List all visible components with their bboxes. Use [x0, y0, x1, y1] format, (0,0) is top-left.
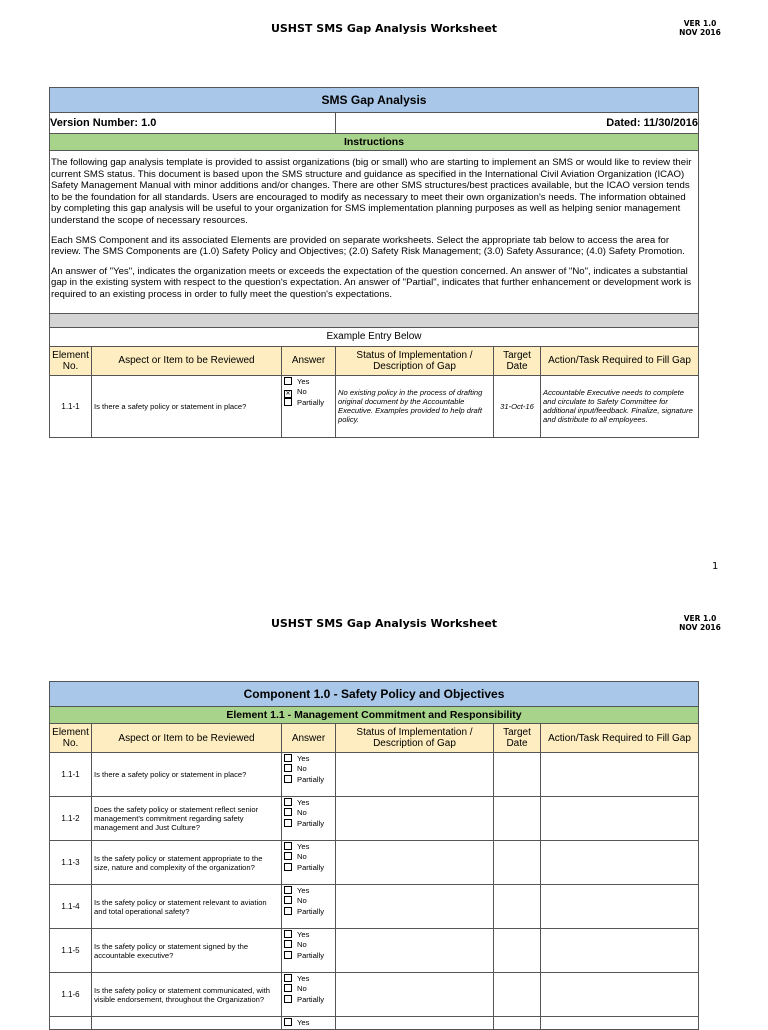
- element-no-cell: 1.1-4: [50, 885, 92, 929]
- checkbox-icon[interactable]: [284, 863, 292, 871]
- instructions-paragraph: Each SMS Component and its associated Elements are provided on separate worksheets. Select the appropriate tab below to access the area for review. The SMS Components are (1.0) Safety Policy and Objectives; (2.0) Safety Risk Management; (3.0) Safety Assurance; (4.0) Safety Promotion.: [51, 234, 685, 258]
- answer-cell: [282, 797, 336, 841]
- answer-label: Partially: [297, 774, 325, 784]
- col-element-no: Element No.: [50, 346, 92, 375]
- answer-option-partially[interactable]: [284, 951, 333, 961]
- target-date-cell[interactable]: [494, 973, 541, 1017]
- col-status: Status of Implementation / Description of Gap: [336, 346, 494, 375]
- answer-label: Yes: [297, 798, 310, 807]
- answer-label: Yes: [297, 754, 310, 763]
- table-row: [50, 841, 699, 885]
- answer-cell: [282, 753, 336, 797]
- answer-label: No: [297, 852, 307, 862]
- example-target-date: 31-Oct-16: [494, 375, 541, 437]
- answer-option-yes[interactable]: [284, 377, 333, 387]
- example-element-no: 1.1-1: [50, 375, 92, 437]
- version-text: VER 1.0: [683, 614, 717, 623]
- version-block: [670, 19, 730, 37]
- table-row: [50, 753, 699, 797]
- question-cell: Is the safety policy or statement relevant to aviation and total operational safety?: [92, 885, 282, 929]
- checkbox-icon[interactable]: [284, 940, 292, 948]
- answer-label: No: [297, 764, 307, 774]
- checkbox-icon[interactable]: [284, 886, 292, 894]
- example-row: [50, 375, 699, 437]
- answer-label: No: [297, 984, 307, 994]
- checkbox-icon[interactable]: [284, 995, 292, 1003]
- answer-label: Yes: [297, 376, 310, 386]
- version-date: NOV 2016: [679, 28, 721, 37]
- answer-option-no[interactable]: [284, 896, 333, 906]
- answer-label: Partially: [297, 950, 325, 960]
- table-row-partial: [50, 1017, 699, 1030]
- answer-option-partially[interactable]: [284, 398, 333, 408]
- version-text: VER 1.0: [683, 19, 717, 28]
- answer-option-yes[interactable]: [284, 886, 333, 896]
- answer-label: Yes: [297, 842, 310, 851]
- answer-option-yes[interactable]: [284, 798, 333, 808]
- answer-cell: [282, 1017, 336, 1030]
- column-header-row: [50, 724, 699, 753]
- target-date-cell[interactable]: [494, 797, 541, 841]
- status-cell[interactable]: [336, 929, 494, 973]
- component-title: Component 1.0 - Safety Policy and Objectives: [50, 682, 699, 707]
- page-number: 1: [712, 561, 719, 572]
- element-no-cell: 1.1-6: [50, 973, 92, 1017]
- answer-label: Yes: [297, 886, 310, 895]
- col-target-date: Target Date: [494, 724, 541, 753]
- answer-option-yes[interactable]: [284, 930, 333, 940]
- answer-label: Yes: [297, 1018, 310, 1027]
- target-date-cell[interactable]: [494, 1017, 541, 1030]
- table-row: [50, 973, 699, 1017]
- checkbox-icon[interactable]: [284, 896, 292, 904]
- answer-label: Partially: [297, 994, 325, 1004]
- status-cell[interactable]: [336, 885, 494, 929]
- answer-label: No: [297, 808, 307, 818]
- element-no-cell: 1.1-1: [50, 753, 92, 797]
- example-action: Accountable Executive needs to complete and circulate to Safety Committee for additional input/feedback. Finalize, signature and distribute to all employees.: [541, 375, 699, 437]
- answer-label: Partially: [297, 906, 325, 916]
- target-date-cell[interactable]: [494, 753, 541, 797]
- status-cell[interactable]: [336, 753, 494, 797]
- checkbox-icon[interactable]: [284, 951, 292, 959]
- checkbox-icon[interactable]: [284, 798, 292, 806]
- example-answer-options: [282, 375, 336, 437]
- checkbox-icon[interactable]: [284, 764, 292, 772]
- col-answer: Answer: [282, 346, 336, 375]
- table-row: [50, 929, 699, 973]
- sms-gap-analysis-title: SMS Gap Analysis: [50, 88, 699, 113]
- col-element-no: Element No.: [50, 724, 92, 753]
- worksheet-title: USHST SMS Gap Analysis Worksheet: [270, 617, 498, 630]
- action-cell[interactable]: [541, 929, 699, 973]
- answer-option-no[interactable]: [284, 984, 333, 994]
- checked-checkbox-icon[interactable]: ✕: [285, 390, 291, 397]
- gap-analysis-intro-table: [49, 87, 699, 438]
- answer-option-no[interactable]: [284, 387, 333, 398]
- action-cell[interactable]: [541, 973, 699, 1017]
- col-answer: Answer: [282, 724, 336, 753]
- checkbox-icon[interactable]: [284, 984, 292, 992]
- action-cell[interactable]: [541, 885, 699, 929]
- instructions-title: Instructions: [50, 134, 699, 151]
- col-action: Action/Task Required to Fill Gap: [541, 724, 699, 753]
- answer-option-partially[interactable]: [284, 819, 333, 829]
- table-row: [50, 885, 699, 929]
- answer-label: Partially: [297, 818, 325, 828]
- question-cell: Is the safety policy or statement communicated, with visible endorsement, throughout the Organization?: [92, 973, 282, 1017]
- version-date: NOV 2016: [679, 623, 721, 632]
- instructions-paragraph: The following gap analysis template is provided to assist organizations (big or small) who are starting to implement an SMS or would like to review their current SMS status. This document is based upon the SMS structure and guidance as specified in the International Civil Aviation Organization (ICAO) Safety Management Manual with minor additions and/or changes. There are other SMS structures/best practices available, but the ICAO version tends to be the foundation for all standards. Users are encouraged to modify as necessary to meet their own organization's needs. The information obtained by completing this gap analysis will be useful to your organization for SMS implementation planning purposes as well as helping senior management understand the scope of necessary resources.: [51, 157, 692, 226]
- answer-cell: [282, 841, 336, 885]
- target-date-cell[interactable]: [494, 929, 541, 973]
- checkbox-icon[interactable]: [284, 398, 292, 406]
- element-no-cell: 1.1-5: [50, 929, 92, 973]
- answer-label: Partially: [297, 862, 325, 872]
- answer-option-yes[interactable]: [284, 754, 333, 764]
- checkbox-icon[interactable]: [284, 852, 292, 860]
- action-cell[interactable]: [541, 753, 699, 797]
- question-cell: Is the safety policy or statement signed by the accountable executive?: [92, 929, 282, 973]
- example-status: No existing policy in the process of drafting original document by the Accountable Executive. Examples provided to help draft policy.: [336, 375, 494, 437]
- element-no-cell: 1.1-3: [50, 841, 92, 885]
- action-cell[interactable]: [541, 797, 699, 841]
- answer-label: No: [297, 386, 307, 396]
- answer-option-no[interactable]: [284, 764, 333, 774]
- gray-divider: [50, 313, 699, 327]
- answer-option-yes[interactable]: [284, 974, 333, 984]
- action-cell[interactable]: [541, 841, 699, 885]
- checkbox-icon[interactable]: [284, 754, 292, 762]
- question-cell: Does the safety policy or statement reflect senior management's commitment regarding safety management and Just Culture?: [92, 797, 282, 841]
- col-aspect: Aspect or Item to be Reviewed: [92, 346, 282, 375]
- checkbox-icon[interactable]: [284, 842, 292, 850]
- answer-option-no[interactable]: [284, 852, 333, 862]
- answer-option-partially[interactable]: [284, 995, 333, 1005]
- question-cell: Is there a safety policy or statement in place?: [92, 753, 282, 797]
- table-row: [50, 797, 699, 841]
- checkbox-icon[interactable]: [284, 377, 292, 385]
- element-no-cell: 1.1-2: [50, 797, 92, 841]
- target-date-cell[interactable]: [494, 841, 541, 885]
- example-entry-label: Example Entry Below: [50, 327, 699, 346]
- col-action: Action/Task Required to Fill Gap: [541, 346, 699, 375]
- status-cell[interactable]: [336, 1017, 494, 1030]
- answer-label: Yes: [297, 930, 310, 939]
- answer-option-no[interactable]: [284, 808, 333, 818]
- answer-option-partially[interactable]: [284, 907, 333, 917]
- version-number: Version Number: 1.0: [50, 113, 336, 134]
- answer-option-partially[interactable]: [284, 775, 333, 785]
- status-cell[interactable]: [336, 973, 494, 1017]
- column-header-row: [50, 346, 699, 375]
- answer-cell: [282, 973, 336, 1017]
- answer-label: Yes: [297, 974, 310, 983]
- action-cell[interactable]: [541, 1017, 699, 1030]
- checkbox-icon[interactable]: [284, 775, 292, 783]
- element-no-cell: [50, 1017, 92, 1030]
- status-cell[interactable]: [336, 841, 494, 885]
- col-target-date: Target Date: [494, 346, 541, 375]
- checkbox-icon[interactable]: [284, 974, 292, 982]
- worksheet-title: USHST SMS Gap Analysis Worksheet: [270, 22, 498, 35]
- instructions-body: [50, 151, 699, 314]
- status-cell[interactable]: [336, 797, 494, 841]
- checkbox-icon[interactable]: [284, 1018, 292, 1026]
- col-aspect: Aspect or Item to be Reviewed: [92, 724, 282, 753]
- dated-label: Dated: 11/30/2016: [336, 113, 699, 134]
- answer-cell: [282, 929, 336, 973]
- version-block: [670, 614, 730, 632]
- element-title: Element 1.1 - Management Commitment and Responsibility: [50, 707, 699, 724]
- answer-label: No: [297, 940, 307, 950]
- answer-option-yes[interactable]: [284, 842, 333, 852]
- checkbox-icon[interactable]: [284, 819, 292, 827]
- answer-option-partially[interactable]: [284, 863, 333, 873]
- checkbox-icon[interactable]: [284, 907, 292, 915]
- answer-label: Partially: [297, 397, 325, 407]
- example-question: Is there a safety policy or statement in place?: [92, 375, 282, 437]
- question-cell: Is the safety policy or statement appropriate to the size, nature and complexity of the organization?: [92, 841, 282, 885]
- col-status: Status of Implementation / Description of Gap: [336, 724, 494, 753]
- checkbox-icon[interactable]: [284, 930, 292, 938]
- answer-option-yes[interactable]: [284, 1018, 333, 1028]
- checkbox-icon[interactable]: [284, 808, 292, 816]
- instructions-paragraph: An answer of "Yes", indicates the organization meets or exceeds the expectation of the question concerned. An answer of "No", indicates a substantial gap in the existing system with respect to the question's expectation. An answer of "Partial", indicates that further enhancement or development work is required to an existing process in order to fully meet the question's expectations.: [51, 265, 692, 300]
- answer-cell: [282, 885, 336, 929]
- answer-label: No: [297, 896, 307, 906]
- answer-option-no[interactable]: [284, 940, 333, 950]
- question-cell: [92, 1017, 282, 1030]
- target-date-cell[interactable]: [494, 885, 541, 929]
- component-1-table: [49, 681, 699, 1030]
